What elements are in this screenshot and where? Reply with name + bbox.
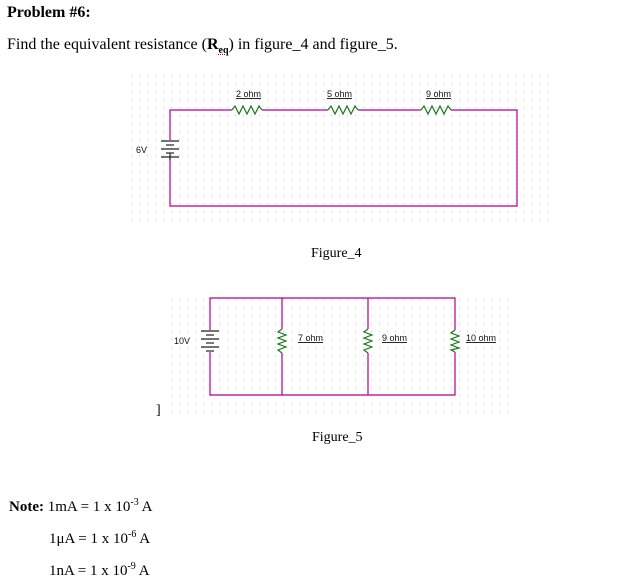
note-row-3: 1nA = 1 x $10^{-9}$ A <box>49 561 150 579</box>
figure4-resistor-2-label: 5 ohm <box>327 89 353 99</box>
figure4-circuit <box>124 68 549 226</box>
problem-title: Problem #6: <box>7 4 91 21</box>
figure5-resistor-3-label: 10 ohm <box>466 333 497 343</box>
figure5-grid <box>165 292 515 412</box>
figure4-resistor-3-label: 9 ohm <box>426 89 452 99</box>
note-row-2: 1μA = 1 x $10^{-6}$ A <box>49 529 151 547</box>
figure5-resistor-1-label: 7 ohm <box>298 333 324 343</box>
figure5-stray-mark: ] <box>156 403 161 418</box>
prompt-text-before: Find the equivalent resistance ( <box>7 36 207 53</box>
req-symbol: $R_{eq}$ <box>206 36 229 57</box>
prompt-text-after: ) in figure_4 and figure_5. <box>228 36 398 53</box>
figure4-caption: Figure_4 <box>311 246 362 261</box>
note-row-1: Note: 1mA = 1 x $10^{-3}$ A <box>9 497 153 515</box>
figure5-source-label: 10V <box>174 336 191 346</box>
figure4-source-label: 6V <box>136 145 148 155</box>
figure5-circuit <box>156 292 515 418</box>
figure4-resistor-1-label: 2 ohm <box>236 89 262 99</box>
figure5-resistor-2-label: 9 ohm <box>382 333 408 343</box>
figure5-caption: Figure_5 <box>312 430 363 445</box>
note-label: Note: <box>9 499 44 515</box>
note-block <box>9 489 152 585</box>
